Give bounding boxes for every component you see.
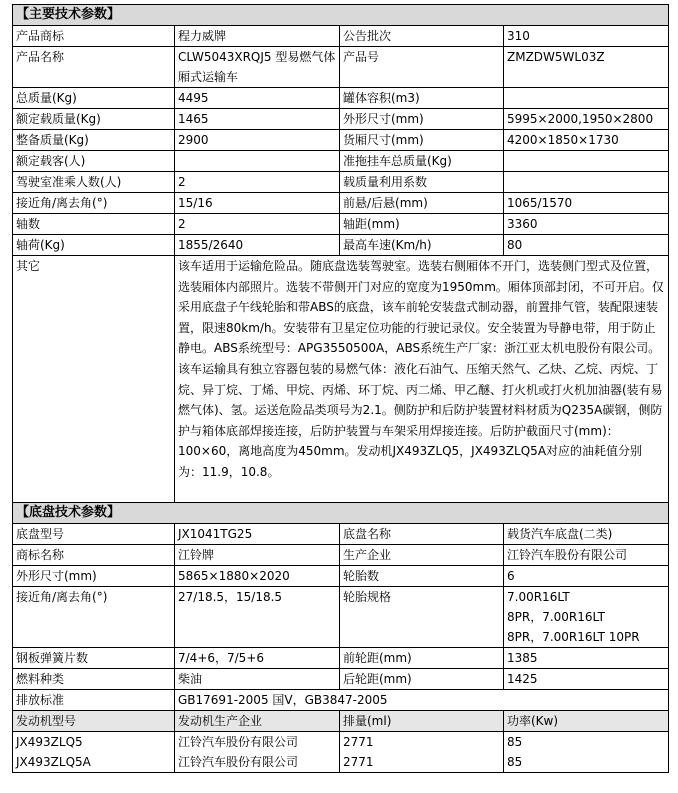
main-section-header bbox=[13, 5, 669, 26]
spec-row bbox=[13, 235, 669, 256]
param-label: 额定载客(人) bbox=[13, 151, 175, 172]
param-label: 总质量(Kg) bbox=[13, 88, 175, 109]
param-value: 1065/1570 bbox=[504, 193, 669, 214]
param-value: 1385 bbox=[504, 648, 669, 669]
param-value: 7/4+6，7/5+6 bbox=[175, 648, 340, 669]
spec-row bbox=[13, 88, 669, 109]
tire-spec-line: 8PR，7.00R16LT 10PR bbox=[507, 630, 640, 644]
engine-displacement-list bbox=[340, 732, 504, 773]
param-label: 货厢尺寸(mm) bbox=[340, 130, 504, 151]
engine-maker-list bbox=[175, 732, 340, 773]
param-value: 江铃汽车股份有限公司 bbox=[504, 545, 669, 566]
spec-table bbox=[12, 4, 669, 773]
chassis-row bbox=[13, 669, 669, 690]
param-value bbox=[504, 88, 669, 109]
angle-value: 27/18.5，15/18.5 bbox=[175, 587, 340, 648]
engine-model-list bbox=[13, 732, 175, 773]
emission-value: GB17691-2005 国V，GB3847-2005 bbox=[175, 690, 669, 711]
engine-displacement: 2771 bbox=[343, 755, 374, 769]
param-value bbox=[504, 172, 669, 193]
param-value: 1465 bbox=[175, 109, 340, 130]
spec-row bbox=[13, 172, 669, 193]
param-label: 产品名称 bbox=[13, 47, 175, 88]
engine-header-displacement: 排量(ml) bbox=[340, 711, 504, 732]
param-value: 1425 bbox=[504, 669, 669, 690]
chassis-section-header bbox=[13, 503, 669, 524]
param-label: 底盘名称 bbox=[340, 524, 504, 545]
chassis-row bbox=[13, 524, 669, 545]
param-value: 柴油 bbox=[175, 669, 340, 690]
engine-maker: 江铃汽车股份有限公司 bbox=[178, 755, 299, 769]
tire-spec-list bbox=[504, 587, 669, 648]
param-value: 5995×2000,1950×2800 bbox=[504, 109, 669, 130]
param-value: 4200×1850×1730 bbox=[504, 130, 669, 151]
param-label: 外形尺寸(mm) bbox=[13, 566, 175, 587]
param-value: 15/16 bbox=[175, 193, 340, 214]
tire-label: 轮胎规格 bbox=[340, 587, 504, 648]
param-label: 前轮距(mm) bbox=[340, 648, 504, 669]
engine-header-model: 发动机型号 bbox=[13, 711, 175, 732]
param-value: 1855/2640 bbox=[175, 235, 340, 256]
other-row bbox=[13, 256, 669, 503]
spec-sheet bbox=[12, 4, 668, 773]
param-value: CLW5043XRQJ5 型易燃气体厢式运输车 bbox=[175, 47, 340, 88]
engine-header-row bbox=[13, 711, 669, 732]
param-label: 轴距(mm) bbox=[340, 214, 504, 235]
param-value bbox=[504, 151, 669, 172]
emission-row bbox=[13, 690, 669, 711]
param-label: 公告批次 bbox=[340, 26, 504, 47]
param-label: 罐体容积(m3) bbox=[340, 88, 504, 109]
spec-row bbox=[13, 130, 669, 151]
param-label: 底盘型号 bbox=[13, 524, 175, 545]
param-label: 商标名称 bbox=[13, 545, 175, 566]
engine-rows bbox=[13, 732, 669, 773]
param-value: 江铃牌 bbox=[175, 545, 340, 566]
spec-row bbox=[13, 151, 669, 172]
param-label: 后轮距(mm) bbox=[340, 669, 504, 690]
engine-header-power: 功率(Kw) bbox=[504, 711, 669, 732]
param-value: 80 bbox=[504, 235, 669, 256]
param-value: 310 bbox=[504, 26, 669, 47]
param-value: 5865×1880×2020 bbox=[175, 566, 340, 587]
emission-label: 排放标准 bbox=[13, 690, 175, 711]
angle-label: 接近角/离去角(°) bbox=[13, 587, 175, 648]
angle-tire-row bbox=[13, 587, 669, 648]
param-label: 前悬/后悬(mm) bbox=[340, 193, 504, 214]
spec-row bbox=[13, 109, 669, 130]
param-label: 产品号 bbox=[340, 47, 504, 88]
param-label: 轴荷(Kg) bbox=[13, 235, 175, 256]
param-value: 6 bbox=[504, 566, 669, 587]
spec-row bbox=[13, 47, 669, 88]
tire-spec-line: 8PR，7.00R16LT bbox=[507, 610, 605, 624]
engine-model: JX493ZLQ5 bbox=[16, 735, 83, 749]
param-label: 额定载质量(Kg) bbox=[13, 109, 175, 130]
engine-displacement: 2771 bbox=[343, 735, 374, 749]
param-label: 驾驶室准乘人数(人) bbox=[13, 172, 175, 193]
engine-header-maker: 发动机生产企业 bbox=[175, 711, 340, 732]
main-section-title: 【主要技术参数】 bbox=[13, 5, 669, 26]
param-value: 2900 bbox=[175, 130, 340, 151]
param-value: 2 bbox=[175, 172, 340, 193]
param-value: ZMZDW5WL03Z bbox=[504, 47, 669, 88]
chassis-section-title: 【底盘技术参数】 bbox=[13, 503, 669, 524]
spec-row bbox=[13, 26, 669, 47]
param-label: 生产企业 bbox=[340, 545, 504, 566]
spec-row bbox=[13, 214, 669, 235]
tire-spec-line: 7.00R16LT bbox=[507, 590, 570, 604]
param-value: 程力威牌 bbox=[175, 26, 340, 47]
param-value: JX1041TG25 bbox=[175, 524, 340, 545]
param-value: 2 bbox=[175, 214, 340, 235]
spec-row bbox=[13, 193, 669, 214]
engine-model: JX493ZLQ5A bbox=[16, 755, 91, 769]
param-label: 轴数 bbox=[13, 214, 175, 235]
param-label: 产品商标 bbox=[13, 26, 175, 47]
param-value: 4495 bbox=[175, 88, 340, 109]
engine-power: 85 bbox=[507, 735, 523, 749]
chassis-row bbox=[13, 648, 669, 669]
chassis-row bbox=[13, 545, 669, 566]
param-label: 最高车速(Km/h) bbox=[340, 235, 504, 256]
param-value: 载货汽车底盘(二类) bbox=[504, 524, 669, 545]
param-label: 整备质量(Kg) bbox=[13, 130, 175, 151]
param-label: 接近角/离去角(°) bbox=[13, 193, 175, 214]
param-value: 3360 bbox=[504, 214, 669, 235]
engine-maker: 江铃汽车股份有限公司 bbox=[178, 735, 299, 749]
other-text: 该车适用于运输危险品。随底盘选装驾驶室。选装右侧厢体不开门，选装侧门型式及位置，选装厢体内部照片。选装不带侧开门对应的宽度为1950mm。厢体顶部封闭，不可开启。仅采用底盘子午线轮胎和带ABS的底盘，该车前轮安装盘式制动器，前置排气管，装配限速装置，限速80km/h。安装带有卫星定位功能的行驶记录仪。安全装置为导静电带，用于防止静电。ABS系统型号：APG3550500A，ABS系统生产厂家：浙江亚太机电股份有限公司。该车运输具有独立容器包装的易燃气体：液化石油气、压缩天然气、乙炔、乙烷、丙烷、丁烷、异丁烷、丁烯、甲烷、丙烯、环丁烷、丙二烯、甲乙醚、打火机或打火机加油器(装有易燃气体)、氢。运送危险品类项号为2.1。侧防护和后防护装置材料材质为Q235A碳钢，侧防护与箱体底部焊接连接，后防护装置与车架采用焊接连接。后防护截面尺寸(mm)：100×60，离地高度为450mm。发动机JX493ZLQ5，JX493ZLQ5A对应的油耗值分别为：11.9，10.8。 bbox=[175, 256, 669, 503]
engine-power-list bbox=[504, 732, 669, 773]
engine-power: 85 bbox=[507, 755, 523, 769]
param-label: 载质量利用系数 bbox=[340, 172, 504, 193]
param-value bbox=[175, 151, 340, 172]
param-label: 轮胎数 bbox=[340, 566, 504, 587]
param-label: 燃料种类 bbox=[13, 669, 175, 690]
param-label: 准拖挂车总质量(Kg) bbox=[340, 151, 504, 172]
param-label: 钢板弹簧片数 bbox=[13, 648, 175, 669]
param-label: 外形尺寸(mm) bbox=[340, 109, 504, 130]
other-label: 其它 bbox=[13, 256, 175, 503]
chassis-row bbox=[13, 566, 669, 587]
